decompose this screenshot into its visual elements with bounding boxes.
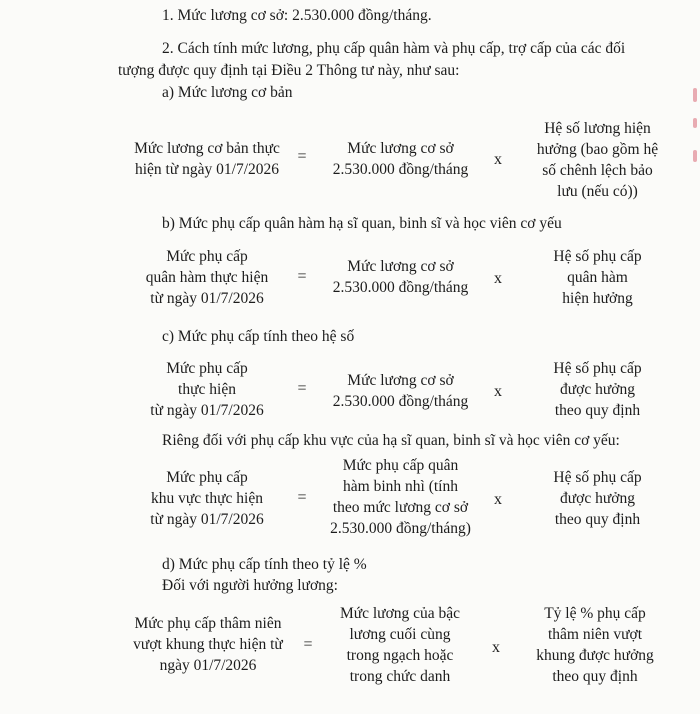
paragraph-base-salary: 1. Mức lương cơ sở: 2.530.000 đồng/tháng. [162, 7, 432, 24]
formula-middle: Mức phụ cấp quân hàm binh nhì (tính theo mức lương cơ sở 2.530.000 đồng/tháng) [330, 457, 471, 537]
formula-right: Hệ số phụ cấp được hưởng theo quy định [553, 360, 642, 419]
paragraph-salary-earners: Đối với người hưởng lương: [162, 577, 338, 594]
formula-middle: Mức lương cơ sở 2.530.000 đồng/tháng [332, 140, 469, 178]
margin-stamp-mark [693, 88, 697, 102]
times-sign: x [494, 491, 502, 508]
equals-sign: = [297, 489, 307, 506]
formula-middle: Mức lương của bậc lương cuối cùng trong ngạch hoặc trong chức danh [339, 605, 461, 685]
margin-stamp-mark [693, 118, 697, 128]
times-sign: x [494, 151, 502, 168]
formula-left: Mức lương cơ bản thực hiện từ ngày 01/7/2026 [134, 140, 280, 178]
paragraph-calc-line1: 2. Cách tính mức lương, phụ cấp quân hàm và phụ cấp, trợ cấp của các đối [162, 40, 626, 57]
equals-sign: = [297, 380, 307, 397]
formula-right: Tỷ lệ % phụ cấp thâm niên vượt khung được hưởng theo quy định [536, 605, 654, 685]
formula-middle: Mức lương cơ sở 2.530.000 đồng/tháng [332, 258, 469, 296]
paragraph-calc-line2: tượng được quy định tại Điều 2 Thông tư này, như sau: [118, 62, 460, 79]
formula-left: Mức phụ cấp thâm niên vượt khung thực hiện từ ngày 01/7/2026 [133, 615, 283, 674]
formula-left: Mức phụ cấp thực hiện từ ngày 01/7/2026 [150, 360, 264, 419]
times-sign: x [494, 270, 502, 287]
equals-sign: = [297, 148, 307, 165]
paragraph-region-note: Riêng đối với phụ cấp khu vực của hạ sĩ quan, binh sĩ và học viên cơ yếu: [162, 432, 620, 449]
heading-b: b) Mức phụ cấp quân hàm hạ sĩ quan, binh sĩ và học viên cơ yếu [162, 215, 562, 232]
formula-middle: Mức lương cơ sở 2.530.000 đồng/tháng [332, 372, 469, 410]
heading-d: d) Mức phụ cấp tính theo tỷ lệ % [162, 556, 367, 573]
times-sign: x [494, 383, 502, 400]
formula-left: Mức phụ cấp quân hàm thực hiện từ ngày 01/7/2026 [145, 248, 269, 307]
formula-right: Hệ số phụ cấp quân hàm hiện hưởng [553, 248, 642, 307]
margin-stamp-mark [693, 150, 697, 162]
heading-c: c) Mức phụ cấp tính theo hệ số [162, 328, 355, 345]
equals-sign: = [303, 636, 313, 653]
equals-sign: = [297, 268, 307, 285]
formula-right: Hệ số phụ cấp được hưởng theo quy định [553, 469, 642, 528]
formula-right: Hệ số lương hiện hưởng (bao gồm hệ số chênh lệch bảo lưu (nếu có)) [536, 120, 659, 200]
times-sign: x [492, 639, 500, 656]
heading-a: a) Mức lương cơ bản [162, 84, 293, 101]
formula-left: Mức phụ cấp khu vực thực hiện từ ngày 01/7/2026 [150, 469, 264, 528]
